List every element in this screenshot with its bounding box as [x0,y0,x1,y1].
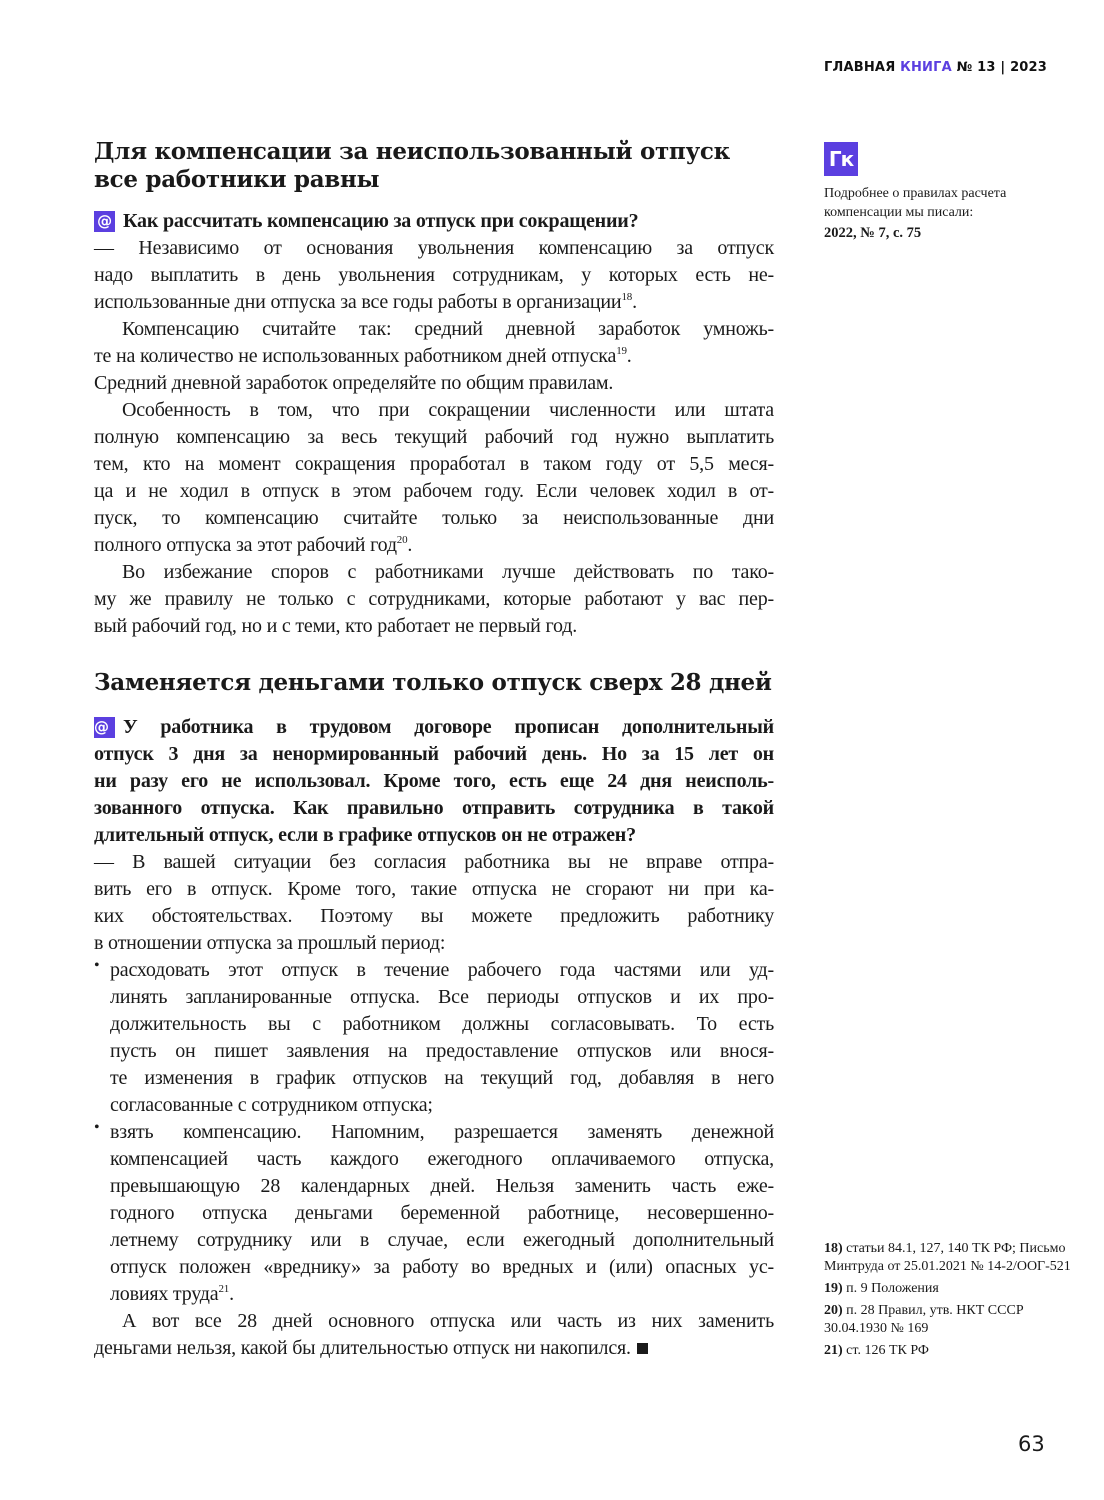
bullet-line-text: ловиях труда [110,1283,219,1305]
footnote-ref[interactable]: 19 [616,345,627,357]
bullet-line: те изменения в график отпусков на текущий год, добавляя в него [110,1067,774,1089]
sidebar-note-line: Подробнее о правилах расчета [824,186,1007,201]
bullet-line: расходовать этот отпуск в течение рабочего года частями или уд- [110,959,774,981]
answer-line: — В вашей ситуации без согласия работника вы не вправе отпра- [94,851,774,873]
sidebar-reference-link[interactable]: 2022, № 7, с. 75 [824,225,922,241]
bullet-line: годного отпуска деньгами беременной работнице, несовершенно- [110,1202,774,1224]
paragraph-line: полного отпуска за этот рабочий год$^{20}$. [94,534,413,556]
section2-title: Заменяется деньгами только отпуск сверх 28 дней [94,669,772,696]
footnote-item [824,1302,1074,1338]
bullet-line: превышающую 28 календарных дней. Нельзя заменить часть еже- [110,1175,774,1197]
footnote-ref[interactable]: 20 [396,534,408,546]
bullet-line: летнему сотруднику или в случае, если ежегодный дополнительный [110,1229,774,1251]
end-of-article-icon [637,1343,648,1354]
footnote-text: статьи 84.1, 127, 140 ТК РФ; Письмо Минтруда от 25.01.2021 № 14-2/ООГ-521 [824,1241,1071,1274]
paragraph-line: те на количество не использованных работником дней отпуска$^{19}$. [94,345,632,367]
answer-line: — Независимо от основания увольнения компенсацию за отпуск [94,237,774,259]
at-icon: @ [94,211,115,232]
qa-block-1 [94,208,774,640]
paragraph-line: му же правилу не только с сотрудниками, которые работают у вас пер- [94,588,774,610]
paragraph-line [94,1335,774,1362]
page-number: 63 [1018,1432,1045,1456]
answer-line: в отношении отпуска за прошлый период: [94,932,446,954]
footnotes [824,1240,1074,1364]
paragraph-line: Особенность в том, что при сокращении численности или штата [122,399,774,421]
question-line: ни разу его не использовал. Кроме того, есть еще 24 дня неисполь- [94,770,774,792]
brand-name-part1: ГЛАВНАЯ [824,60,896,75]
bullet-line: взять компенсацию. Напомним, разрешается заменять денежной [110,1121,774,1143]
bullet-line: линять запланированные отпуска. Все периоды отпусков и их про- [110,986,774,1008]
footnote-text: п. 28 Правил, утв. НКТ СССР 30.04.1930 № 169 [824,1303,1024,1336]
answer-line: вить его в отпуск. Кроме того, такие отпуска не сгорают ни при ка- [94,878,774,900]
paragraph-line: Компенсацию считайте так: средний дневной заработок умножь- [122,318,774,340]
footnote-item [824,1280,1074,1298]
title-line: все работники равны [94,166,380,193]
paragraph-line-text: полного отпуска за этот рабочий год [94,534,397,556]
section1-title [94,138,774,194]
answer-line: ких обстоятельствах. Поэтому вы можете предложить работнику [94,905,774,927]
paragraph-line: А вот все 28 дней основного отпуска или часть из них заменить [122,1310,774,1332]
qa-block-2 [94,714,774,1362]
bullet-line: пусть он пишет заявления на предоставление отпусков или внося- [110,1040,774,1062]
paragraph-line: Средний дневной заработок определяйте по общим правилам. [94,372,614,394]
bullet-line: согласованные с сотрудником отпуска; [110,1094,433,1116]
footnote-number: 21) [824,1343,843,1358]
answer-line: использованные дни отпуска за все годы работы в организации$^{18}$. [94,291,637,313]
answer-line-text: использованные дни отпуска за все годы работы в организации [94,291,622,313]
bullet-item [94,1119,774,1308]
bullet-icon: • [94,1119,100,1136]
paragraph-line: полную компенсацию за весь текущий рабочий год нужно выплатить [94,426,774,448]
title-line: Для компенсации за неиспользованный отпуск [94,138,730,165]
at-icon: @ [94,717,115,738]
footnote-number: 19) [824,1281,843,1296]
sidebar-note-line: компенсации мы писали: [824,205,974,220]
sidebar-note [824,142,1064,243]
question-line [94,208,774,235]
paragraph-line: пуск, то компенсацию считайте только за неиспользованные дни [94,507,774,529]
paragraph-line: Во избежание споров с работниками лучше действовать по тако- [122,561,774,583]
issue-number: № 13 | 2023 [956,60,1048,75]
question-text: Как рассчитать компенсацию за отпуск при сокращении? [123,210,639,232]
footnote-text: ст. 126 ТК РФ [846,1343,929,1358]
answer-line: надо выплатить в день увольнения сотрудникам, у которых есть не- [94,264,774,286]
bullet-line: ловиях труда$^{21}$. [110,1283,234,1305]
paragraph-line: вый рабочий год, но и с теми, кто работает не первый год. [94,615,577,637]
paragraph-line-text: те на количество не использованных работником дней отпуска [94,345,617,367]
paragraph-line-text: деньгами нельзя, какой бы длительностью отпуск ни накопился. [94,1337,631,1359]
question-line [94,714,774,741]
magazine-header [824,60,1047,75]
footnote-item [824,1240,1074,1276]
footnote-number: 20) [824,1303,843,1318]
question-text: У работника в трудовом договоре прописан дополнительный [123,716,774,738]
footnote-item [824,1342,1074,1360]
footnote-ref[interactable]: 21 [218,1283,230,1295]
bullet-item [94,957,774,1119]
footnote-number: 18) [824,1241,843,1256]
brand-name-part2: КНИГА [900,60,952,75]
footnote-ref[interactable]: 18 [621,291,633,303]
paragraph-line: ца и не ходил в отпуск в этом рабочем году. Если человек ходил в от- [94,480,774,502]
sidebar-note-text [824,184,1064,222]
question-line: зованного отпуска. Как правильно отправить сотрудника в такой [94,797,774,819]
article-body [94,138,774,1362]
footnote-text: п. 9 Положения [846,1281,939,1296]
question-line: отпуск 3 дня за ненормированный рабочий день. Но за 15 лет он [94,743,774,765]
bullet-line: компенсацией часть каждого ежегодного оплачиваемого отпуска, [110,1148,774,1170]
bullet-icon: • [94,957,100,974]
bullet-line: должительность вы с работником должны согласовывать. То есть [110,1013,774,1035]
bullet-line: отпуск положен «вреднику» за работу во вредных и (или) опасных ус- [110,1256,774,1278]
paragraph-line: тем, кто на момент сокращения проработал в таком году от 5,5 меся- [94,453,774,475]
question-line: длительный отпуск, если в графике отпусков он не отражен? [94,824,636,846]
gk-logo-icon: Гк [824,142,858,176]
